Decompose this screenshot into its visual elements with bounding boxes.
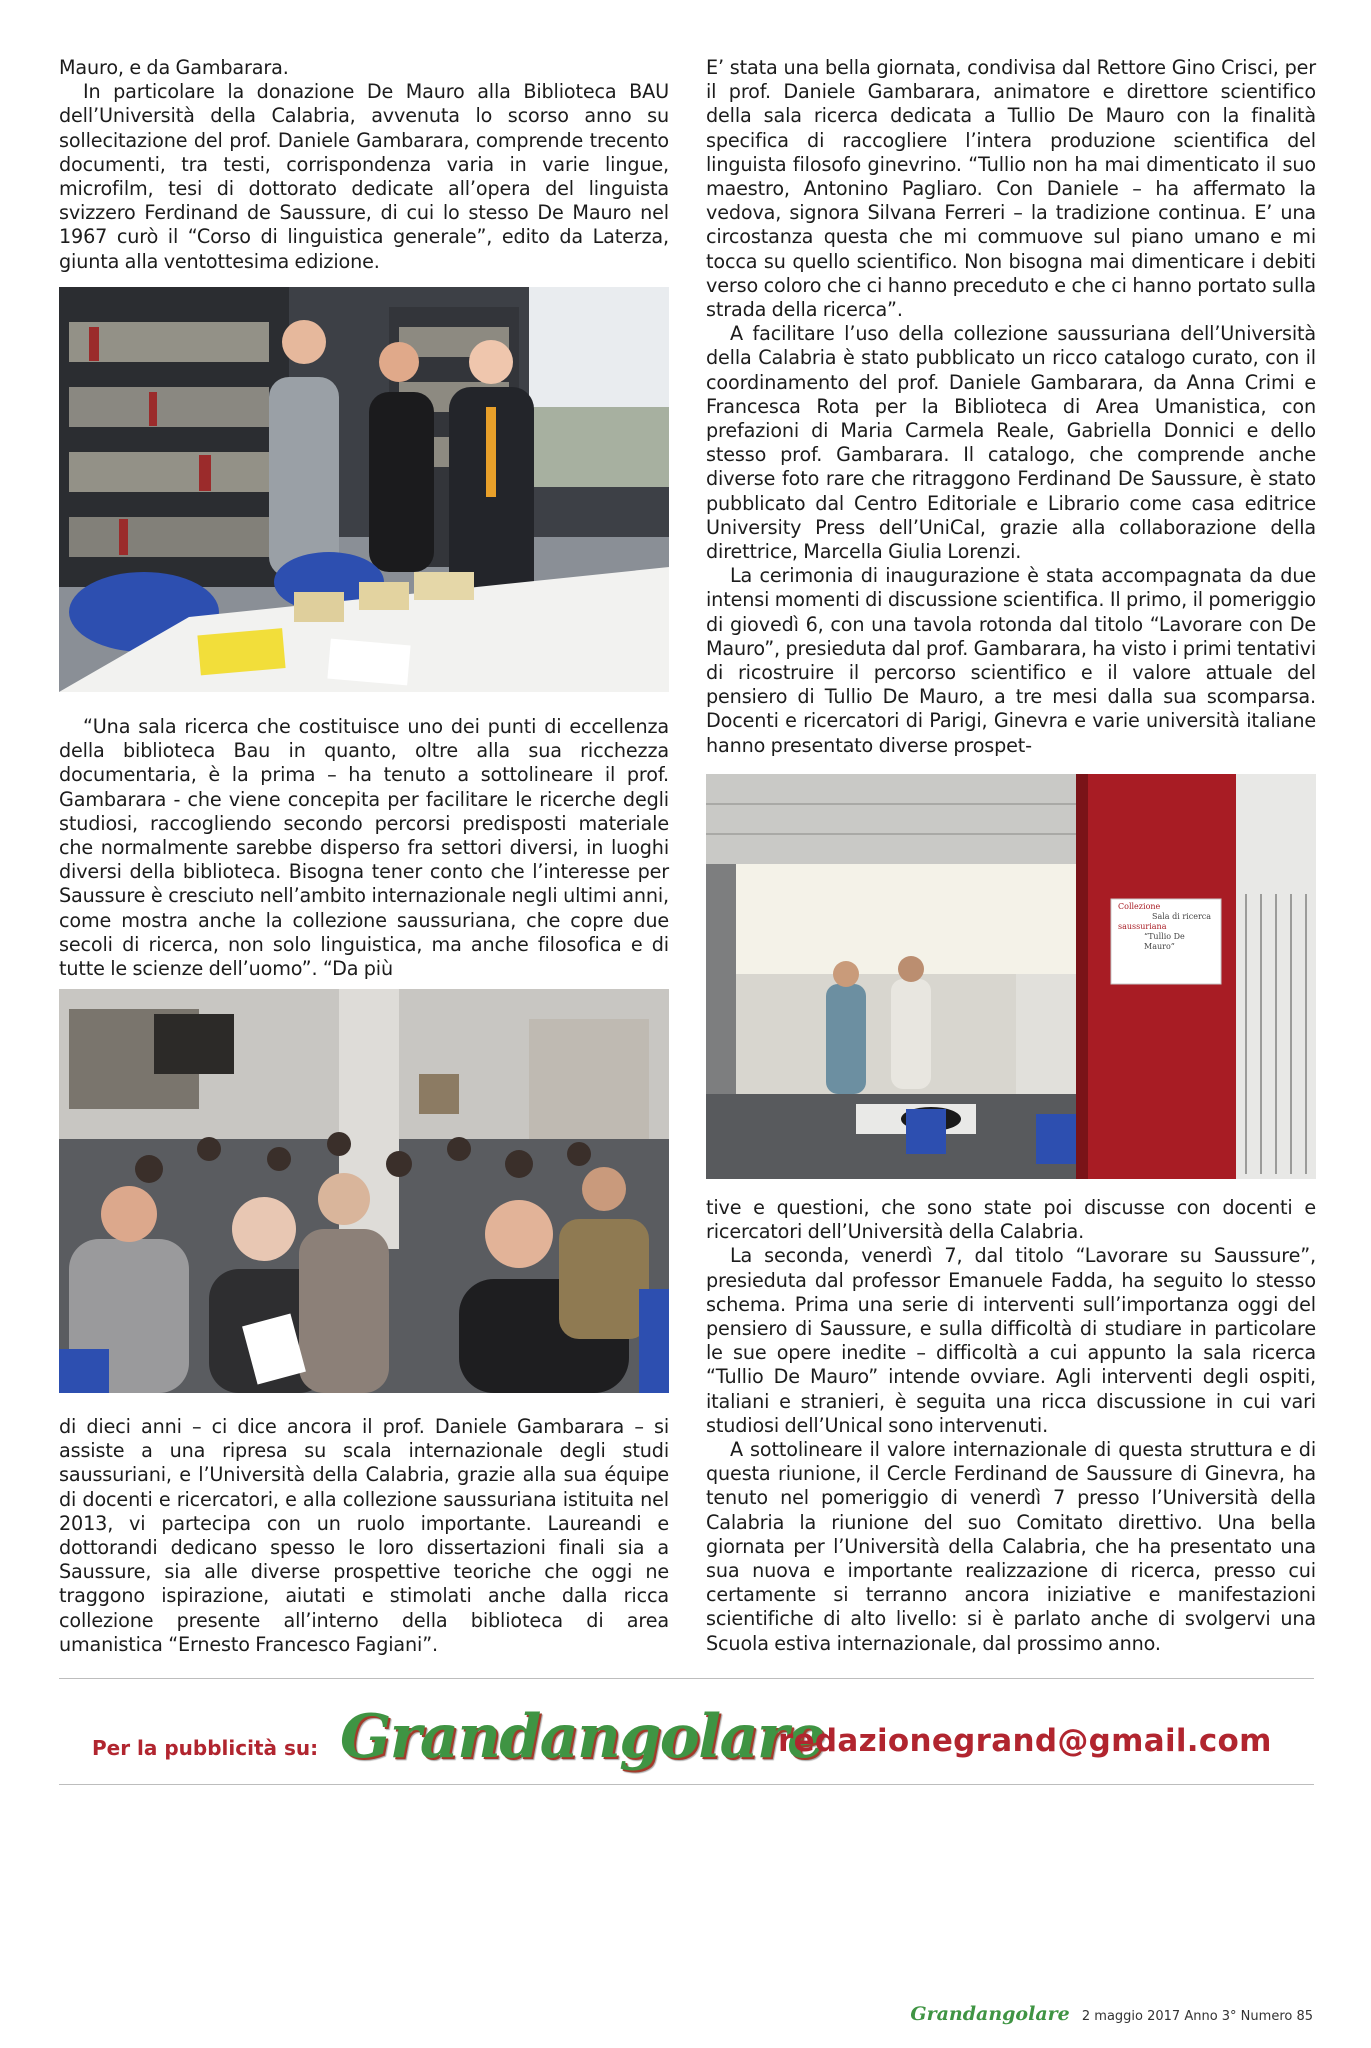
left-column-middle-text (59, 715, 669, 981)
ad-email-link[interactable]: redazionegrand@gmail.com (778, 1723, 1272, 1759)
article-paragraph: Mauro, e da Gambarara. (59, 56, 289, 79)
grandangolare-logo: Grandangolare (340, 1702, 824, 1772)
footer-brand: Grandangolare (910, 2003, 1070, 2025)
sign-line-2: Sala di ricerca (1152, 912, 1212, 921)
research-room-sign (1114, 902, 1218, 952)
page-footer (910, 2003, 1313, 2025)
article-paragraph: A sottolineare il valore internazionale di questa struttura e di questa riunione, il Cercle Ferdinand de Saussure di Ginevra, ha tenuto nel pomeriggio di venerdì 7 presso l’Università della Calabria la riunione del suo Comitato direttivo. Una bella giornata per l’Università della Calabria, che ha presentato una sua nuova e importante realizzazione di ricerca, presso cui certamente si terranno ancora iniziative e manifestazioni scientifiche di alto livello: si è parlato anche di svolgervi una Scuola estiva internazionale, dal prossimo anno. (706, 1438, 1316, 1655)
article-paragraph: E’ stata una bella giornata, condivisa dal Rettore Gino Crisci, per il prof. Daniele Gambarara, animatore e direttore scientifico della sala ricerca dedicata a Tullio De Mauro con la finalità specifica di raccogliere l’intera produzione scientifica del linguista filosofo ginevrino. “Tullio non ha mai dimenticato il suo maestro, Antonino Pagliaro. Con Daniele – ha affermato la vedova, signora Silvana Ferreri – la tradizione continua. E’ una circostanza questa che mi commuove sul piano umano e mi tocca su quello scientifico. Non bisogna mai dimenticare i debiti verso coloro che ci hanno preceduto e che ci hanno portato sulla strada della ricerca”. (706, 56, 1316, 322)
article-paragraph: La cerimonia di inaugurazione è stata accompagnata da due intensi momenti di discussione scientifica. Il primo, il pomeriggio di giovedì 6, con una tavola rotonda dal titolo “Lavorare con De Mauro”, presieduta dal prof. Gambarara, ha visto i primi tentativi di ricostruire il percorso scientifico e il valore attuale del pensiero di Tullio De Mauro, a tre mesi dalla sua scomparsa. Docenti e ricercatori di Parigi, Ginevra e varie università italiane hanno presentato diverse prospet- (706, 564, 1316, 757)
photo-library-visit (59, 287, 669, 692)
right-column-top-text (706, 56, 1316, 758)
footer-issue-info: 2 maggio 2017 Anno 3° Numero 85 (1081, 2009, 1313, 2024)
left-column-bottom-text (59, 1415, 669, 1657)
article-paragraph: tive e questioni, che sono state poi discusse con docenti e ricercatori dell’Università della Calabria. (706, 1196, 1316, 1244)
article-paragraph: A facilitare l’uso della collezione saussuriana dell’Università della Calabria è stato pubblicato un ricco catalogo curato, con il coordinamento del prof. Daniele Gambarara, da Anna Crimi e Francesca Rota per la Biblioteca di Area Umanistica, con prefazioni di Maria Carmela Reale, Gabriella Donnici e dello stesso prof. Gambarara. Il catalogo, che comprende anche diverse foto rare che ritraggono Ferdinand De Saussure, è stato pubblicato dal Centro Editoriale e Librario come casa editrice University Press dell’UniCal, grazie alla collaborazione della direttrice, Marcella Giulia Lorenzi. (706, 322, 1316, 564)
article-paragraph: “Una sala ricerca che costituisce uno dei punti di eccellenza della biblioteca Bau in quanto, oltre alla sua ricchezza documentaria, è la prima – ha tenuto a sottolineare il prof. Gambarara - che viene concepita per facilitare le ricerche degli studiosi, raccogliendo secondo percorsi predisposti materiale che normalmente sarebbe disperso fra settori diversi, in luoghi diversi della biblioteca. Bisogna tener conto che l’interesse per Saussure è cresciuto nell’ambito internazionale negli ultimi anni, come mostra anche la collezione saussuriana, che copre due secoli di ricerca, non solo linguistica, ma anche filosofica e di tutte le scienze dell’uomo”. “Da più (59, 715, 669, 981)
ad-top-rule (59, 1678, 1314, 1679)
article-paragraph: La seconda, venerdì 7, dal titolo “Lavorare su Saussure”, presieduta dal professor Emanuele Fadda, ha seguito lo stesso schema. Prima una serie di interventi sull’importanza oggi del pensiero di Saussure, e sulla difficoltà di studiare in particolare le sue opere inedite – difficoltà a cui appunto la sala ricerca “Tullio De Mauro” intende ovviare. Agli interventi degli ospiti, italiani e stranieri, è seguita una ricca discussione in cui vari studiosi dell’Unical sono intervenuti. (706, 1244, 1316, 1437)
photo-audience (59, 989, 669, 1393)
article-paragraph: In particolare la donazione De Mauro alla Biblioteca BAU dell’Università della Calabria, avvenuta lo scorso anno su sollecitazione del prof. Daniele Gambarara, comprende trecento documenti, tra testi, corrispondenza varia in varie lingue, microfilm, tesi di dottorato dedicate all’opera del linguista svizzero Ferdinand de Saussure, di cui lo stesso De Mauro nel 1967 curò il “Corso di linguistica generale”, edito da Laterza, giunta alla ventottesima edizione. (59, 80, 669, 273)
photo-research-room (706, 774, 1316, 1179)
sign-line-4: “Tullio De Mauro” (1144, 932, 1185, 951)
ad-label: Per la pubblicità su: (92, 1736, 319, 1760)
right-column-bottom-text (706, 1196, 1316, 1656)
sign-line-1: Collezione (1118, 902, 1161, 911)
sign-line-3: saussuriana (1118, 922, 1167, 931)
left-column-top-text (59, 56, 669, 274)
article-paragraph: di dieci anni – ci dice ancora il prof. Daniele Gambarara – si assiste a una ripresa su scala internazionale degli studi saussuriani, e l’Università della Calabria, grazie alla sua équipe di docenti e ricercatori, e alla collezione saussuriana istituita nel 2013, vi partecipa con un ruolo importante. Laureandi e dottorandi dedicano spesso le loro dissertazioni finali sia a Saussure, sia alle diverse prospettive teoriche che oggi ne traggono ispirazione, aiutati e stimolati anche dalla ricca collezione presente all’interno della biblioteca di area umanistica “Ernesto Francesco Fagiani”. (59, 1415, 669, 1656)
ad-bottom-rule (59, 1784, 1314, 1785)
